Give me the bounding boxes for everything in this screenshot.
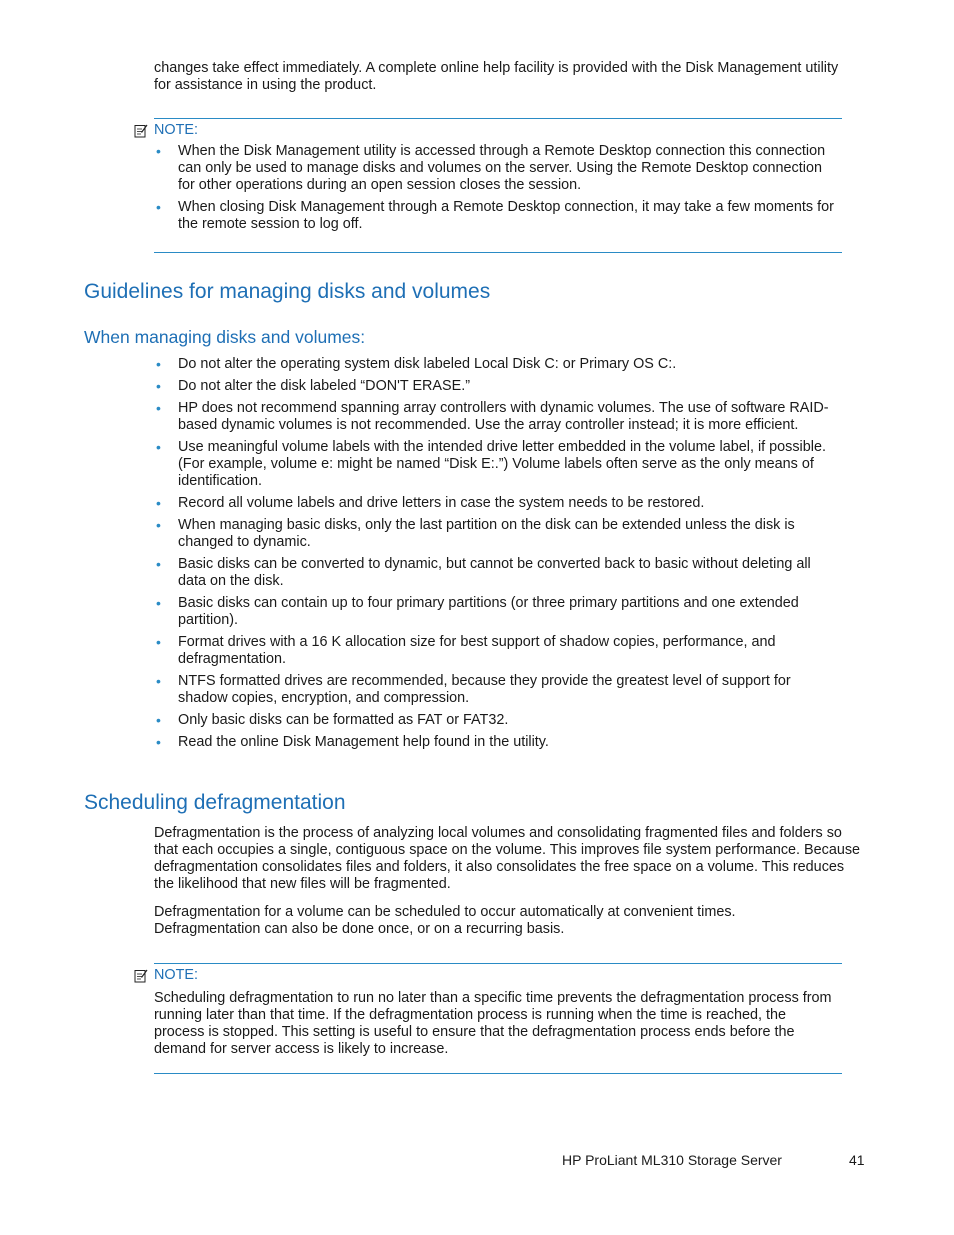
defrag-paragraph-1: Defragmentation is the process of analyzing local volumes and consolidating fragmented files and folders so that each occupies a single, contiguous space on the volume. This improves file system performance. Because defragmentation consolidates files and folders, it also consolidates the free space on a volume. This reduces the likelihood that new files will be fragmented. xyxy=(154,825,861,892)
note-bottom-rule xyxy=(154,1073,842,1074)
list-item: • When managing basic disks, only the last partition on the disk can be extended unless the disk is changed to dynamic. xyxy=(155,517,840,551)
note-top-rule xyxy=(154,963,842,964)
note-label: NOTE: xyxy=(154,122,198,138)
intro-paragraph: changes take effect immediately. A complete online help facility is provided with the Disk Management utility for assistance in using the product. xyxy=(154,60,839,93)
footer-page-number: 41 xyxy=(849,1152,865,1168)
list-item: • Only basic disks can be formatted as FAT or FAT32. xyxy=(155,712,840,729)
list-item: • Do not alter the disk labeled “DON'T ERASE.” xyxy=(155,378,840,395)
note-heading xyxy=(134,967,198,984)
section-title-guidelines: Guidelines for managing disks and volumes xyxy=(84,280,491,303)
list-item: • Read the online Disk Management help found in the utility. xyxy=(155,734,840,751)
subsection-title: When managing disks and volumes: xyxy=(84,327,366,347)
note-top-rule xyxy=(154,118,842,119)
note-bottom-rule xyxy=(154,252,842,253)
note-heading xyxy=(134,122,198,139)
list-item: • When closing Disk Management through a Remote Desktop connection, it may take a few moments for the remote session to log off. xyxy=(155,199,840,233)
footer-document-title: HP ProLiant ML310 Storage Server xyxy=(562,1152,782,1168)
note-list xyxy=(155,143,840,238)
list-item: • Do not alter the operating system disk labeled Local Disk C: or Primary OS C:. xyxy=(155,356,840,373)
note-paragraph: Scheduling defragmentation to run no later than a specific time prevents the defragmentation process from running later than that time. If the defragmentation process is running when the time is reached, the process is stopped. This setting is useful to ensure that the defragmentation process ends before the demand for server access is likely to increase. xyxy=(154,990,832,1057)
list-item: • Use meaningful volume labels with the intended drive letter embedded in the volume label, if possible. (For example, volume e: might be named “Disk E:.”) Volume labels often serve as the only means of identification. xyxy=(155,439,840,490)
defrag-paragraph-2: Defragmentation for a volume can be scheduled to occur automatically at convenient times. Defragmentation can also be done once, or on a recurring basis. xyxy=(154,904,736,937)
note-label: NOTE: xyxy=(154,967,198,983)
guidelines-list xyxy=(155,356,840,756)
list-item: • Basic disks can be converted to dynamic, but cannot be converted back to basic without deleting all data on the disk. xyxy=(155,556,840,590)
list-item: • Record all volume labels and drive letters in case the system needs to be restored. xyxy=(155,495,840,512)
list-item: • Basic disks can contain up to four primary partitions (or three primary partitions and one extended partition). xyxy=(155,595,840,629)
list-item: • Format drives with a 16 K allocation size for best support of shadow copies, performance, and defragmentation. xyxy=(155,634,840,668)
list-item: • HP does not recommend spanning array controllers with dynamic volumes. The use of software RAID-based dynamic volumes is not recommended. Use the array controller instead; it is more efficient. xyxy=(155,400,840,434)
section-title-defrag: Scheduling defragmentation xyxy=(84,791,346,814)
list-item: • NTFS formatted drives are recommended, because they provide the greatest level of support for shadow copies, encryption, and compression. xyxy=(155,673,840,707)
note-pad-icon xyxy=(134,969,148,983)
list-item: • When the Disk Management utility is accessed through a Remote Desktop connection this connection can only be used to manage disks and volumes on the server. Using the Remote Desktop connection for other operations during an open session closes the session. xyxy=(155,143,840,194)
note-pad-icon xyxy=(134,124,148,138)
